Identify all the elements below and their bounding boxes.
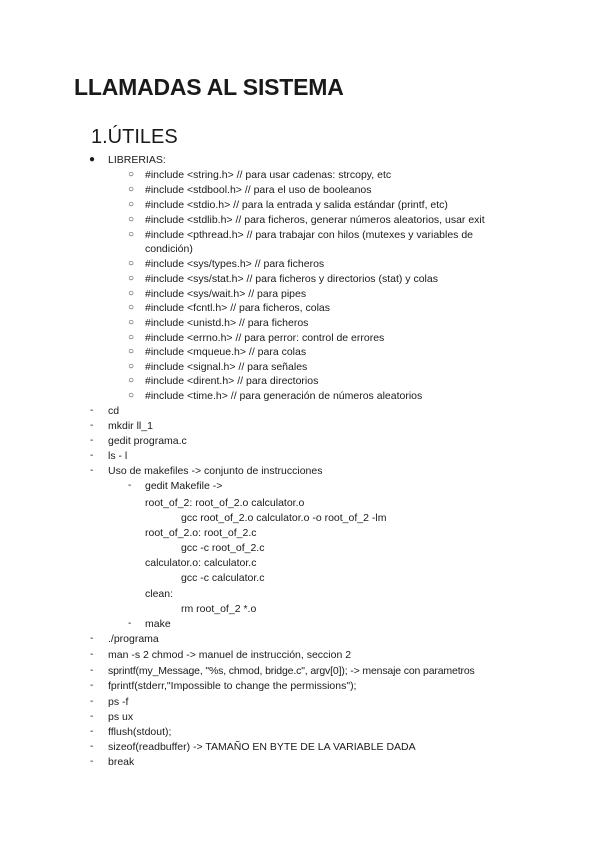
include-line-continuation: condición): [145, 243, 193, 255]
dash-bullet: -: [90, 420, 94, 431]
circle-bullet: ○: [128, 375, 135, 386]
circle-bullet: ○: [128, 273, 135, 284]
command-line: Uso de makefiles -> conjunto de instrucciones: [108, 465, 323, 477]
dash-bullet: -: [90, 696, 94, 707]
makefile-gedit-line: gedit Makefile ->: [145, 480, 223, 492]
makefile-recipe-line: gcc -c root_of_2.c: [181, 542, 265, 554]
include-line: #include <sys/wait.h> // para pipes: [145, 288, 307, 300]
include-line: #include <pthread.h> // para trabajar con hilos (mutexes y variables de: [145, 229, 474, 241]
command-line: sizeof(readbuffer) -> TAMAÑO EN BYTE DE LA VARIABLE DADA: [108, 741, 416, 753]
circle-bullet: ○: [128, 214, 135, 225]
dash-bullet: -: [90, 741, 94, 752]
command-line: sprintf(my_Message, "%s, chmod, bridge.c", argv[0]); -> mensaje con parametros: [108, 665, 475, 677]
dash-bullet: -: [90, 711, 94, 722]
libraries-label: LIBRERIAS:: [108, 154, 166, 166]
command-line: cd: [108, 405, 120, 417]
include-line: #include <fcntl.h> // para ficheros, colas: [145, 302, 331, 314]
dash-bullet: -: [90, 405, 94, 416]
circle-bullet: ○: [128, 184, 135, 195]
command-line: ls - l: [108, 450, 128, 462]
include-line: #include <errno.h> // para perror: control de errores: [145, 332, 385, 344]
include-line: #include <string.h> // para usar cadenas: strcopy, etc: [145, 169, 392, 181]
include-line: #include <sys/types.h> // para ficheros: [145, 258, 325, 270]
include-line: #include <mqueue.h> // para colas: [145, 346, 307, 358]
dash-bullet: -: [90, 633, 94, 644]
dash-bullet: -: [90, 680, 94, 691]
makefile-target-line: root_of_2: root_of_2.o calculator.o: [145, 497, 305, 509]
command-line: man -s 2 chmod -> manuel de instrucción, seccion 2: [108, 649, 352, 661]
circle-bullet: ○: [128, 199, 135, 210]
dash-bullet: -: [128, 618, 132, 629]
page-title: LLAMADAS AL SISTEMA: [74, 74, 344, 100]
circle-bullet: ○: [128, 302, 135, 313]
dash-bullet: -: [90, 726, 94, 737]
makefile-target-line: clean:: [145, 588, 174, 600]
section-heading: 1.ÚTILES: [91, 126, 178, 148]
makefile-recipe-line: gcc -c calculator.c: [181, 572, 265, 584]
include-line: #include <sys/stat.h> // para ficheros y directorios (stat) y colas: [145, 273, 438, 285]
include-line: #include <stdio.h> // para la entrada y salida estándar (printf, etc): [145, 199, 448, 211]
makefile-target-line: root_of_2.o: root_of_2.c: [145, 527, 257, 539]
dash-bullet: -: [90, 665, 94, 676]
dash-bullet: -: [90, 649, 94, 660]
command-line: ./programa: [108, 633, 159, 645]
command-line: break: [108, 756, 135, 768]
circle-bullet: ○: [128, 288, 135, 299]
include-line: #include <dirent.h> // para directorios: [145, 375, 319, 387]
include-line: #include <signal.h> // para señales: [145, 361, 308, 373]
dash-bullet: -: [90, 465, 94, 476]
circle-bullet: ○: [128, 346, 135, 357]
include-line: #include <time.h> // para generación de números aleatorios: [145, 390, 423, 402]
circle-bullet: ○: [128, 390, 135, 401]
makefile-recipe-line: rm root_of_2 *.o: [181, 603, 257, 615]
command-line: fprintf(stderr,"Impossible to change the permissions");: [108, 680, 357, 692]
circle-bullet: ○: [128, 258, 135, 269]
circle-bullet: ○: [128, 317, 135, 328]
command-line: fflush(stdout);: [108, 726, 172, 738]
dash-bullet: -: [128, 480, 132, 491]
command-line: ps -f: [108, 696, 129, 708]
command-line: mkdir ll_1: [108, 420, 153, 432]
include-line: #include <unistd.h> // para ficheros: [145, 317, 309, 329]
dash-bullet: -: [90, 435, 94, 446]
include-line: #include <stdlib.h> // para ficheros, generar números aleatorios, usar exit: [145, 214, 485, 226]
circle-bullet: ○: [128, 332, 135, 343]
circle-bullet: ○: [128, 229, 135, 240]
makefile-target-line: calculator.o: calculator.c: [145, 557, 257, 569]
dash-bullet: -: [90, 450, 94, 461]
circle-bullet: ○: [128, 169, 135, 180]
circle-bullet: ○: [128, 361, 135, 372]
disc-bullet: ●: [89, 154, 96, 165]
dash-bullet: -: [90, 756, 94, 767]
command-line: ps ux: [108, 711, 134, 723]
makefile-make-line: make: [145, 618, 171, 630]
makefile-recipe-line: gcc root_of_2.o calculator.o -o root_of_2 -lm: [181, 512, 387, 524]
include-line: #include <stdbool.h> // para el uso de booleanos: [145, 184, 372, 196]
command-line: gedit programa.c: [108, 435, 187, 447]
